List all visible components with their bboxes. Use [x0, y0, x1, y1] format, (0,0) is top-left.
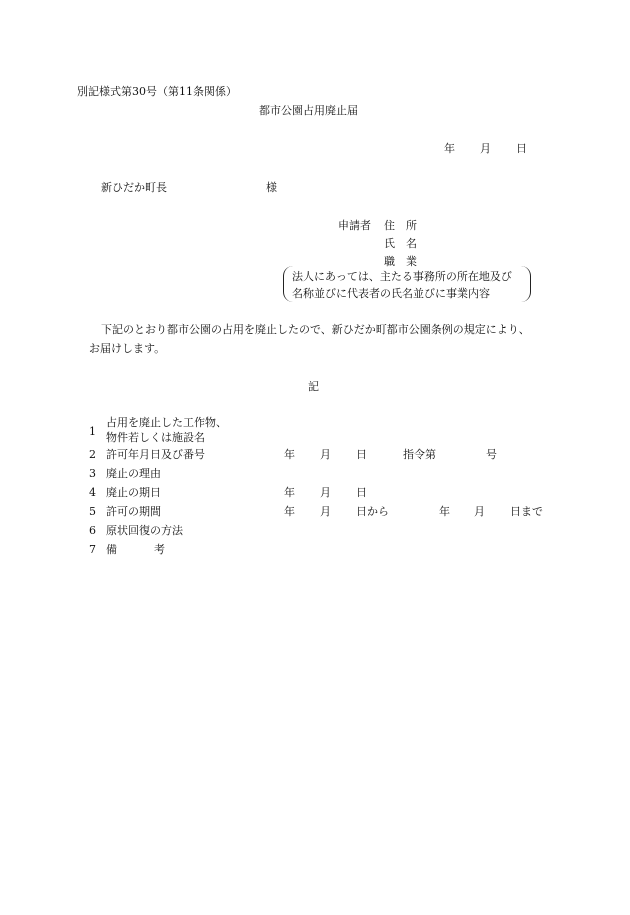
corporate-note-line1: 法人にあっては、主たる事務所の所在地及び	[292, 270, 512, 283]
item-7-number: 7	[89, 543, 96, 556]
item-5-start-day: 日から	[356, 505, 389, 518]
corporate-note-line2: 名称並びに代表者の氏名並びに事業内容	[292, 287, 490, 300]
addressee-name: 新ひだか町長	[101, 181, 167, 194]
item-1-label-line1: 占用を廃止した工作物、	[106, 416, 227, 429]
document-title: 都市公園占用廃止届	[259, 104, 358, 117]
item-2-month: 月	[320, 448, 331, 461]
item-2-number-suffix: 号	[486, 448, 497, 461]
item-5-end-day: 日まで	[510, 505, 543, 518]
item-5-label: 許可の期間	[106, 505, 161, 518]
item-4-month: 月	[320, 486, 331, 499]
item-1-label-line2: 物件若しくは施設名	[106, 431, 205, 444]
address-label: 住 所	[384, 219, 417, 232]
item-5-start-year: 年	[284, 505, 295, 518]
item-5-end-year: 年	[439, 505, 450, 518]
form-reference: 別記様式第30号（第11条関係）	[77, 85, 237, 98]
item-1-number: 1	[89, 425, 96, 438]
item-4-year: 年	[284, 486, 295, 499]
body-line-2: お届けします。	[89, 342, 166, 355]
body-line-1: 下記のとおり都市公園の占用を廃止したので、新ひだか町都市公園条例の規定により、	[101, 323, 530, 336]
item-6-label: 原状回復の方法	[106, 524, 183, 537]
item-5-start-month: 月	[320, 505, 331, 518]
item-7-label-a: 備	[106, 543, 117, 556]
item-3-number: 3	[89, 467, 96, 480]
date-month-label: 月	[480, 142, 491, 155]
item-6-number: 6	[89, 524, 96, 537]
item-4-number: 4	[89, 486, 96, 499]
item-4-day: 日	[356, 486, 367, 499]
date-day-label: 日	[516, 142, 527, 155]
item-5-end-month: 月	[474, 505, 485, 518]
ki-heading: 記	[308, 380, 319, 393]
item-2-directive-prefix: 指令第	[403, 448, 436, 461]
addressee-suffix: 様	[266, 181, 277, 194]
item-2-day: 日	[356, 448, 367, 461]
name-label: 氏 名	[384, 237, 417, 250]
item-3-label: 廃止の理由	[106, 467, 161, 480]
item-7-label-b: 考	[154, 543, 165, 556]
item-4-label: 廃止の期日	[106, 486, 161, 499]
item-2-number: 2	[89, 448, 96, 461]
item-5-number: 5	[89, 505, 96, 518]
occupation-label: 職 業	[384, 255, 417, 268]
applicant-label: 申請者	[338, 219, 371, 232]
date-year-label: 年	[444, 142, 455, 155]
item-2-year: 年	[284, 448, 295, 461]
item-2-label: 許可年月日及び番号	[106, 448, 205, 461]
